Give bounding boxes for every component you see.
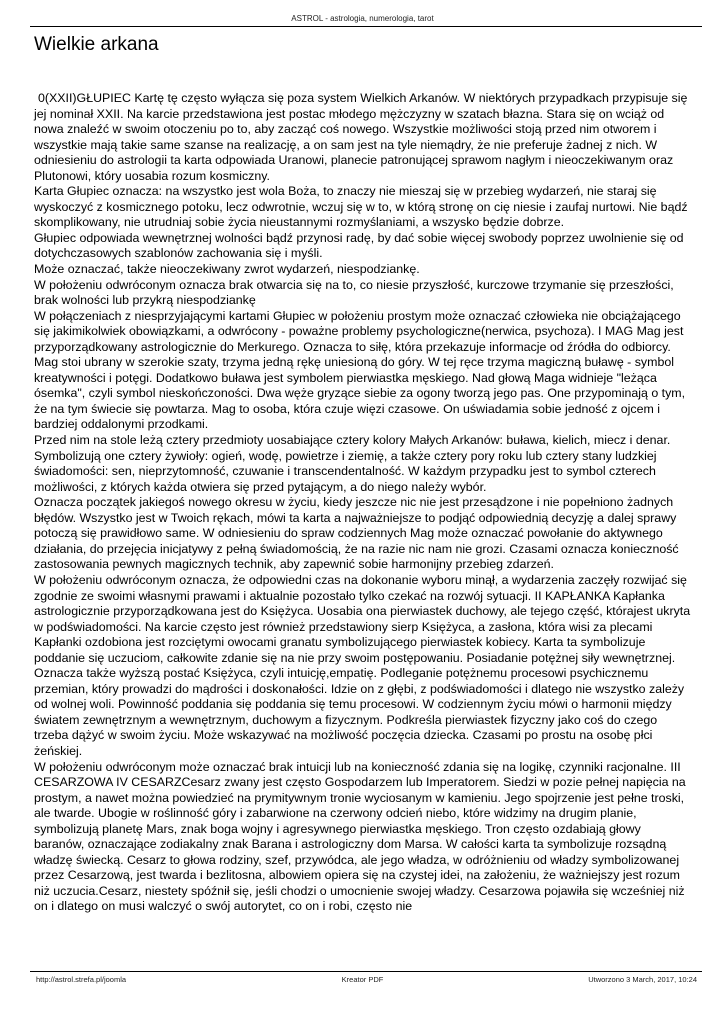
- paragraph-mag-meaning: Oznacza początek jakiegoś nowego okresu w życiu, kiedy jeszcze nic nie jest przesądzone i nie popełniono żadnych błędów. Wszystko jest w Twoich rękach, mówi ta karta a najważniejsze to podjąć odpowiednią decyzję a dalej sprawy potoczą się prawidłowo same. W odniesieniu do spraw codziennych Mag może oznaczać powołanie do aktywnego działania, do przejęcia inicjatywy z pełną świadomością, że na razie nic nam nie grozi. Czasami oznacza konieczność zastosowania pewnych magicznych technik, aby zapewnić sobie harmonijny przebieg zdarzeń.: [34, 495, 679, 572]
- paragraph-cesarz: W położeniu odwróconym może oznaczać brak intuicji lub na konieczność zdania się na logikę, czynniki racjonalne. III CESARZOWA IV CESARZCesarz zwany jest często Gospodarzem lub Imperatorem. Siedzi w pozie pełnej napięcia na prostym, a nawet można powiedzieć na prymitywnym tronie wyciosanym w kamieniu. Jego spojrzenie jest pełne troski, ale twarde. Ubogie w roślinność góry i zabarwione na czerwony odcień niebo, które widzimy na drugim planie, symbolizują planetę Mars, znak boga wojny i agresywnego pierwiastka męskiego. Tron często ozdabiają głowy baranów, oznaczające zodiakalny znak Barana i astrologiczny dom Marsa. W całości karta ta symbolizuje rozsądną władzę świecką. Cesarz to głowa rodziny, szef, przywódca, ale jego władza, w odróżnieniu od władzy symbolizowanej przez Cesarzową, jest twarda i bezlitosna, albowiem opiera się na czystej idei, na założeniu, że ważniejszy jest rozum niż uczucia.Cesarz, niestety spóźnił się, jeśli chodzi o umocnienie swojej władzy. Cesarzowa pojawiła się wcześniej niż on i dlatego on musi walczyć o swój autorytet, co on i robi, często nie: [34, 759, 686, 914]
- paragraph-glupiec-meaning: Karta Głupiec oznacza: na wszystko jest wola Boża, to znaczy nie mieszaj się w przebieg wydarzeń, nie staraj się wyskoczyć z kosmicznego potoku, lecz odwrotnie, wczuj się w to, w którą stronę on cię niesie i zaufaj nurtowi. Nie bądź skomplikowany, nie utrudniaj sobie życia nieustannymi rozmyślaniami, a wszysko będzie dobrze.: [34, 184, 688, 230]
- footer-url: http://astrol.strefa.pl/joomla: [36, 975, 127, 984]
- header-divider: [30, 26, 702, 27]
- paragraph-glupiec-surprise: Może oznaczać, także nieoczekiwany zwrot wydarzeń, niespodziankę.: [34, 262, 420, 277]
- paragraph-glupiec: 0(XXII)GŁUPIEC Kartę tę często wyłącza się poza system Wielkich Arkanów. W niektórych przypadkach przypisuje się jej nominał XXII. Na karcie przedstawiona jest postac młodego mężczyzny w szatach błazna. Stara się on wciąż od nowa znaleźć w swoim otoczeniu po to, aby zacząć coś nowego. Wszystkie możliwości stoją przed nim otworem i wszystkie mają takie same szanse na realizację, a on sam jest na tyle niemądry, że nie preferuje żadnej z nich. W odniesieniu do astrologii ta karta odpowiada Uranowi, planecie patronującej sprawom nagłym i nieoczekiwanym oraz Plutonowi, który uosabia rozum kosmiczny.: [34, 91, 688, 183]
- footer-divider: [30, 971, 702, 972]
- site-header: ASTROL - astrologia, numerologia, tarot: [291, 14, 434, 23]
- paragraph-mag: W połączeniach z niesprzyjającymi kartami Głupiec w położeniu prostym może oznaczać człowieka nie obciążającego się jakimikolwiek obowiązkami, a odwrócony - poważne problemy psychologiczne(nerwica, psychoza). I MAG Mag jest przyporządkowany astrologicznie do Merkurego. Oznacza to siłę, która przekazuje informacje od źródła do odbiorcy. Mag stoi ubrany w szerokie szaty, trzyma jedną rękę uniesioną do góry. W tej ręce trzyma magiczną buławę - symbol kreatywności i potęgi. Dodatkowo buława jest symbolem pierwiastka męskiego. Nad głową Maga widnieje "leżąca ósemka", czyli symbol nieskończoności. Dwa węże gryzące siebie za ogony tworzą jego pas. One przypominają o tym, że na tym świecie się powtarza. Mag to osoba, która czuje więzi czasowe. On uświadamia sobie jedność z ojcem i bardziej oddalonymi przodkami.: [34, 308, 686, 432]
- article-body: [34, 91, 694, 915]
- paragraph-kaplanka: W położeniu odwróconym oznacza, że odpowiedni czas na dokonanie wyboru minął, a wydarzenia zaczęły rozwijać się zgodnie ze swoimi własnymi prawami i aktualnie pozostało tylko czekać na rozwój sytuacji. II KAPŁANKA Kapłanka astrologicznie przyporządkowana jest do Księżyca. Uosabia ona pierwiastek duchowy, ale tejego część, którajest ukryta w podświadomości. Na karcie często jest również przedstawiony sierp Księżyca, a zasłona, która wisi za plecami Kapłanki ozdobiona jest rozciętymi owocami granatu symbolizującego pierwiastek kobiecy. Karta ta symbolizuje poddanie się uczuciom, całkowite zdanie się na nie przy swoim postępowaniu. Posiadanie potężnej siły wewnętrznej. Oznacza także wyższą postać Księżyca, czyli intuicję,empatię. Podleganie potężnemu procesowi psychicznemu przemian, który prowadzi do mądrości i doskonałości. Idzie on z głębi, z podświadomości i dlatego nie wszystko zależy od wolnej woli. Powinność poddania się poddania się temu procesowi. W codziennym życiu mówi o harmonii między światem zewnętrznym a wewnętrznym, duchowym a fizycznym. Podkreśla pierwiastek fizyczny jako coś do czego trzeba dążyć w swoim życiu. Może wskazywać na możliwość poczęcia dziecka. Czasami po prostu na osobę płci żeńskiej.: [34, 572, 691, 758]
- paragraph-glupiec-reversed: W położeniu odwróconym oznacza brak otwarcia się na to, co niesie przyszłość, kurczowe trzymanie się przeszłości, brak wolności lub przykrą niespodziankę: [34, 277, 674, 308]
- paragraph-mag-table: Przed nim na stole leżą cztery przedmioty uosabiające cztery kolory Małych Arkanów: buława, kielich, miecz i denar. Symbolizują one cztery żywioły: ogień, wodę, powietrze i ziemię, a także cztery pory roku lub cztery stany ludzkiej świadomości: sen, nieprzytomność, czuwanie i transcendentalność. W każdym przypadku jest to symbol czterech możliwości, z których każda otwiera się przed pytającym, a do niego należy wybór.: [34, 433, 671, 494]
- page-title: Wielkie arkana: [34, 34, 159, 55]
- footer-generator: Kreator PDF: [341, 975, 384, 984]
- footer-created-date: Utworzono 3 March, 2017, 10:24: [588, 975, 697, 984]
- paragraph-glupiec-freedom: Głupiec odpowiada wewnętrznej wolności bądź przynosi radę, by dać sobie więcej swobody poprzez uwolnienie się od dotychczasowych szablonów zachowania się i myśli.: [34, 230, 684, 261]
